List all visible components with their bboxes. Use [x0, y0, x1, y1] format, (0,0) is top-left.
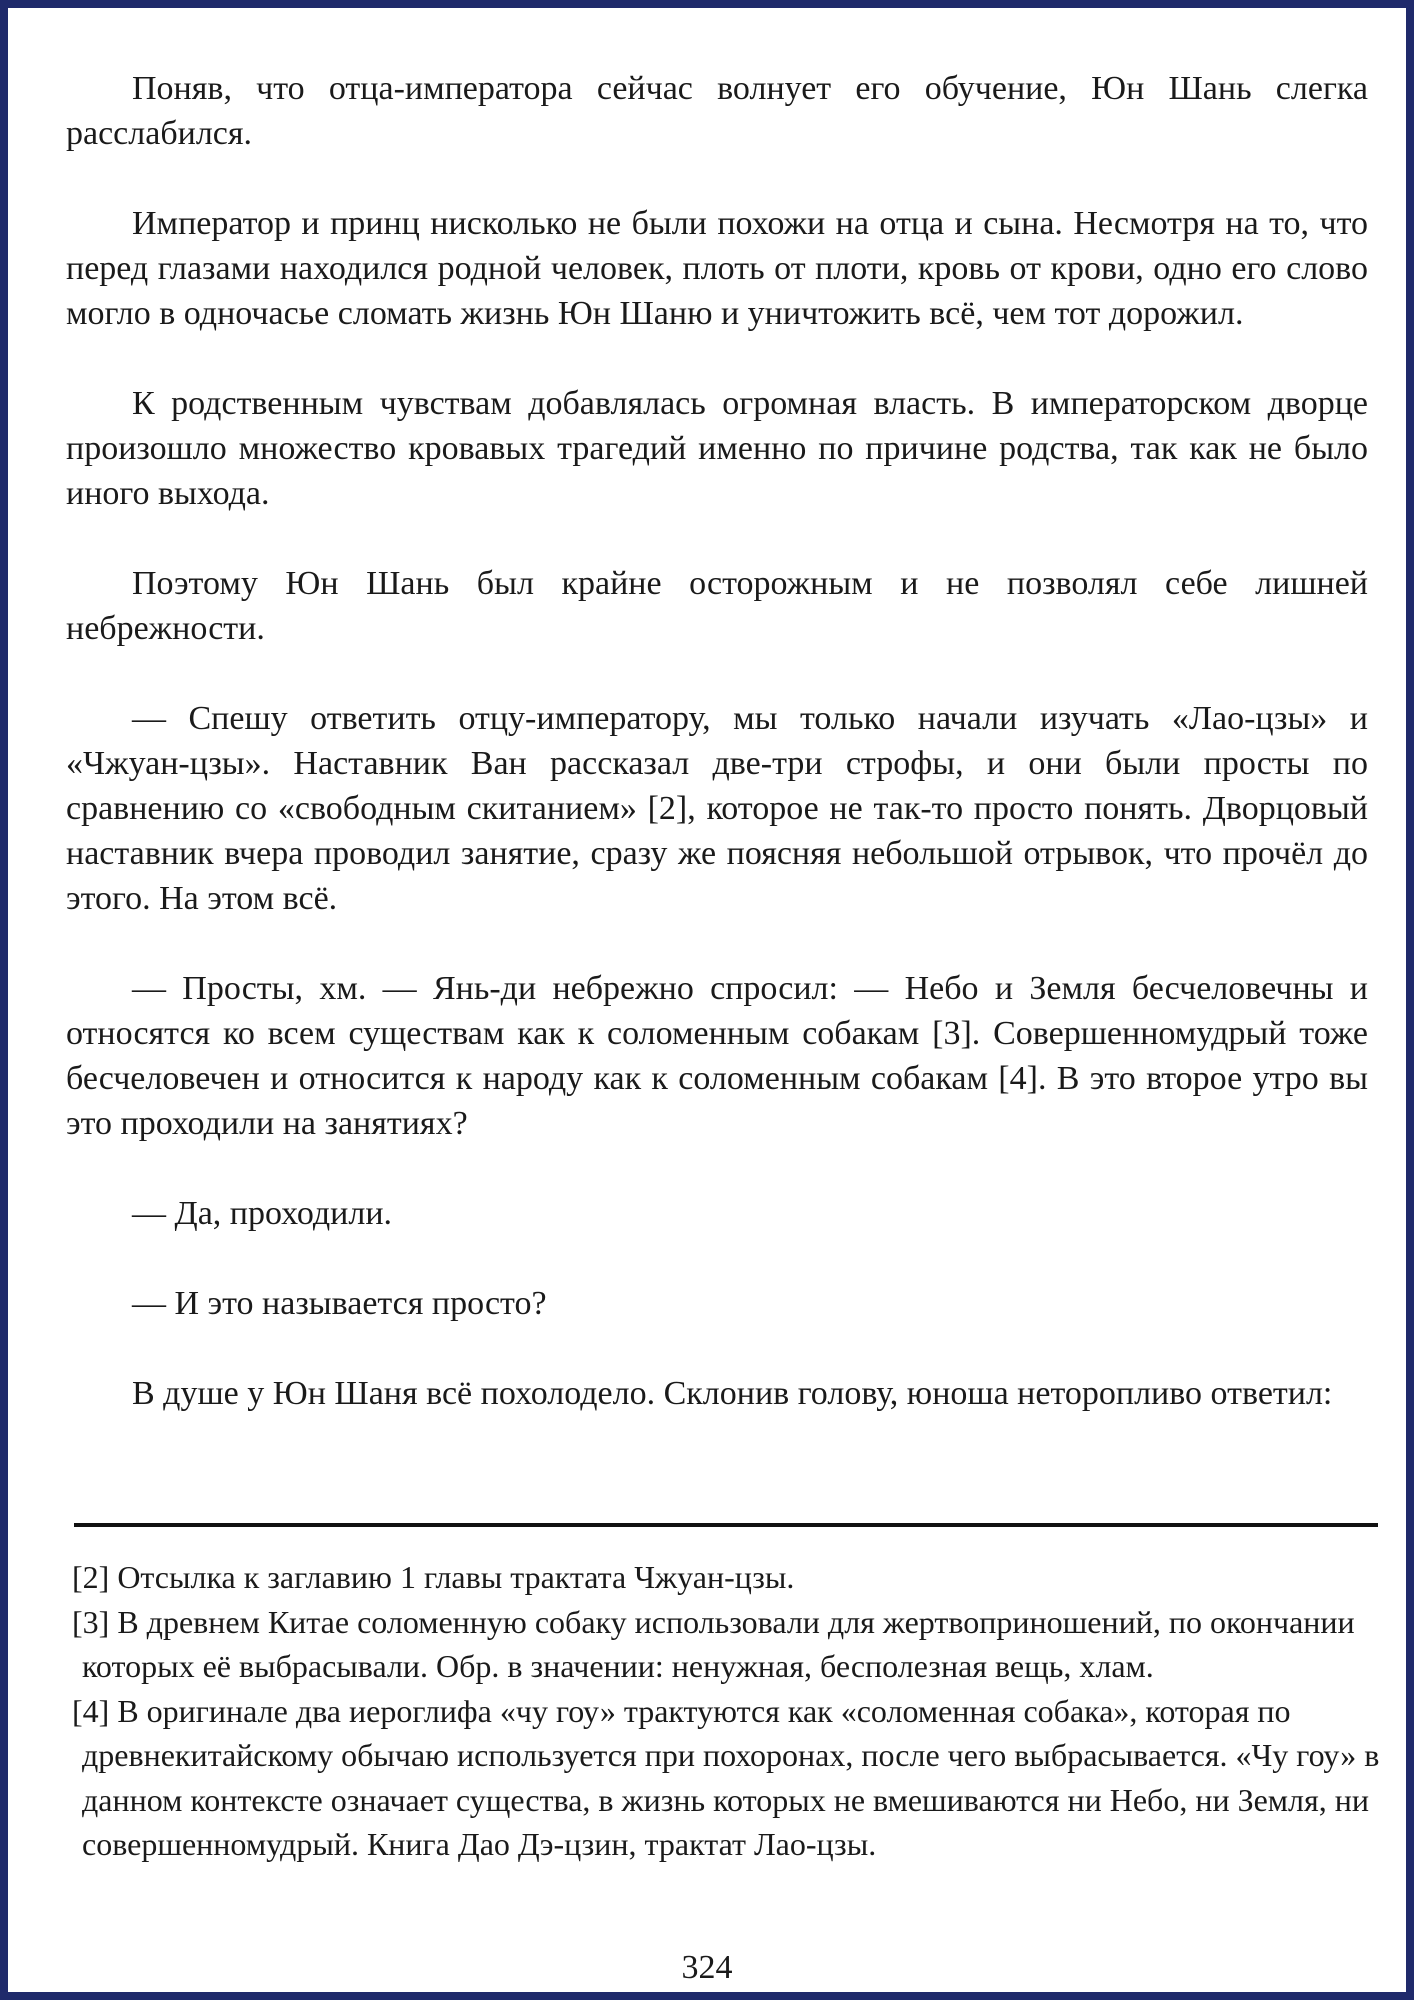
paragraph: Поняв, что отца-императора сейчас волнует его обучение, Юн Шань слегка расслабился.: [66, 70, 1368, 152]
footnotes: [72, 1555, 1392, 1867]
footnote-4: [4] В оригинале два иероглифа «чу гоу» трактуются как «соломенная собака», которая по древнекитайскому обычаю используется при похоронах, после чего выбрасывается. «Чу гоу» в данном контексте означает существа, в жизнь которых не вмешиваются ни Небо, ни Земля, ни совершенномудрый. Книга Дао Дэ-цзин, трактат Лао-цзы.: [72, 1692, 1380, 1862]
main-text: [66, 66, 1368, 1416]
paragraph: — Да, проходили.: [132, 1195, 393, 1232]
footnote-3: [3] В древнем Китае соломенную собаку использовали для жертвоприношений, по окончании которых её выбрасывали. Обр. в значении: ненужная, бесполезная вещь, хлам.: [72, 1603, 1355, 1684]
paragraph: Император и принц нисколько не были похожи на отца и сына. Несмотря на то, что перед глазами находился родной человек, плоть от плоти, кровь от крови, одно его слово могло в одночасье сломать жизнь Юн Шаню и уничтожить всё, чем тот дорожил.: [66, 205, 1368, 332]
paragraph: — Спешу ответить отцу-императору, мы только начали изучать «Лао-цзы» и «Чжуан-цзы». Наставник Ван рассказал две-три строфы, и они были просты по сравнению со «свободным скитанием» [2], которое не так-то просто понять. Дворцовый наставник вчера проводил занятие, сразу же поясняя небольшой отрывок, что прочёл до этого. На этом всё.: [66, 700, 1368, 917]
footnote-2: [2] Отсылка к заглавию 1 главы трактата Чжуан-цзы.: [72, 1559, 795, 1595]
paragraph: — И это называется просто?: [132, 1285, 547, 1322]
book-page: [8, 8, 1406, 1992]
paragraph: Поэтому Юн Шань был крайне осторожным и не позволял себе лишней небрежности.: [66, 565, 1368, 647]
paragraph: — Просты, хм. — Янь-ди небрежно спросил: — Небо и Земля бесчеловечны и относятся ко всем существам как к соломенным собакам [3]. Совершенномудрый тоже бесчеловечен и относится к народу как к соломенным собакам [4]. В это второе утро вы это проходили на занятиях?: [66, 970, 1368, 1142]
paragraph: В душе у Юн Шаня всё похолодело. Склонив голову, юноша неторопливо ответил:: [132, 1375, 1333, 1412]
page-number: 324: [681, 1949, 733, 1986]
footnote-divider: [74, 1523, 1378, 1527]
paragraph: К родственным чувствам добавлялась огромная власть. В императорском дворце произошло множество кровавых трагедий именно по причине родства, так как не было иного выхода.: [66, 385, 1368, 512]
